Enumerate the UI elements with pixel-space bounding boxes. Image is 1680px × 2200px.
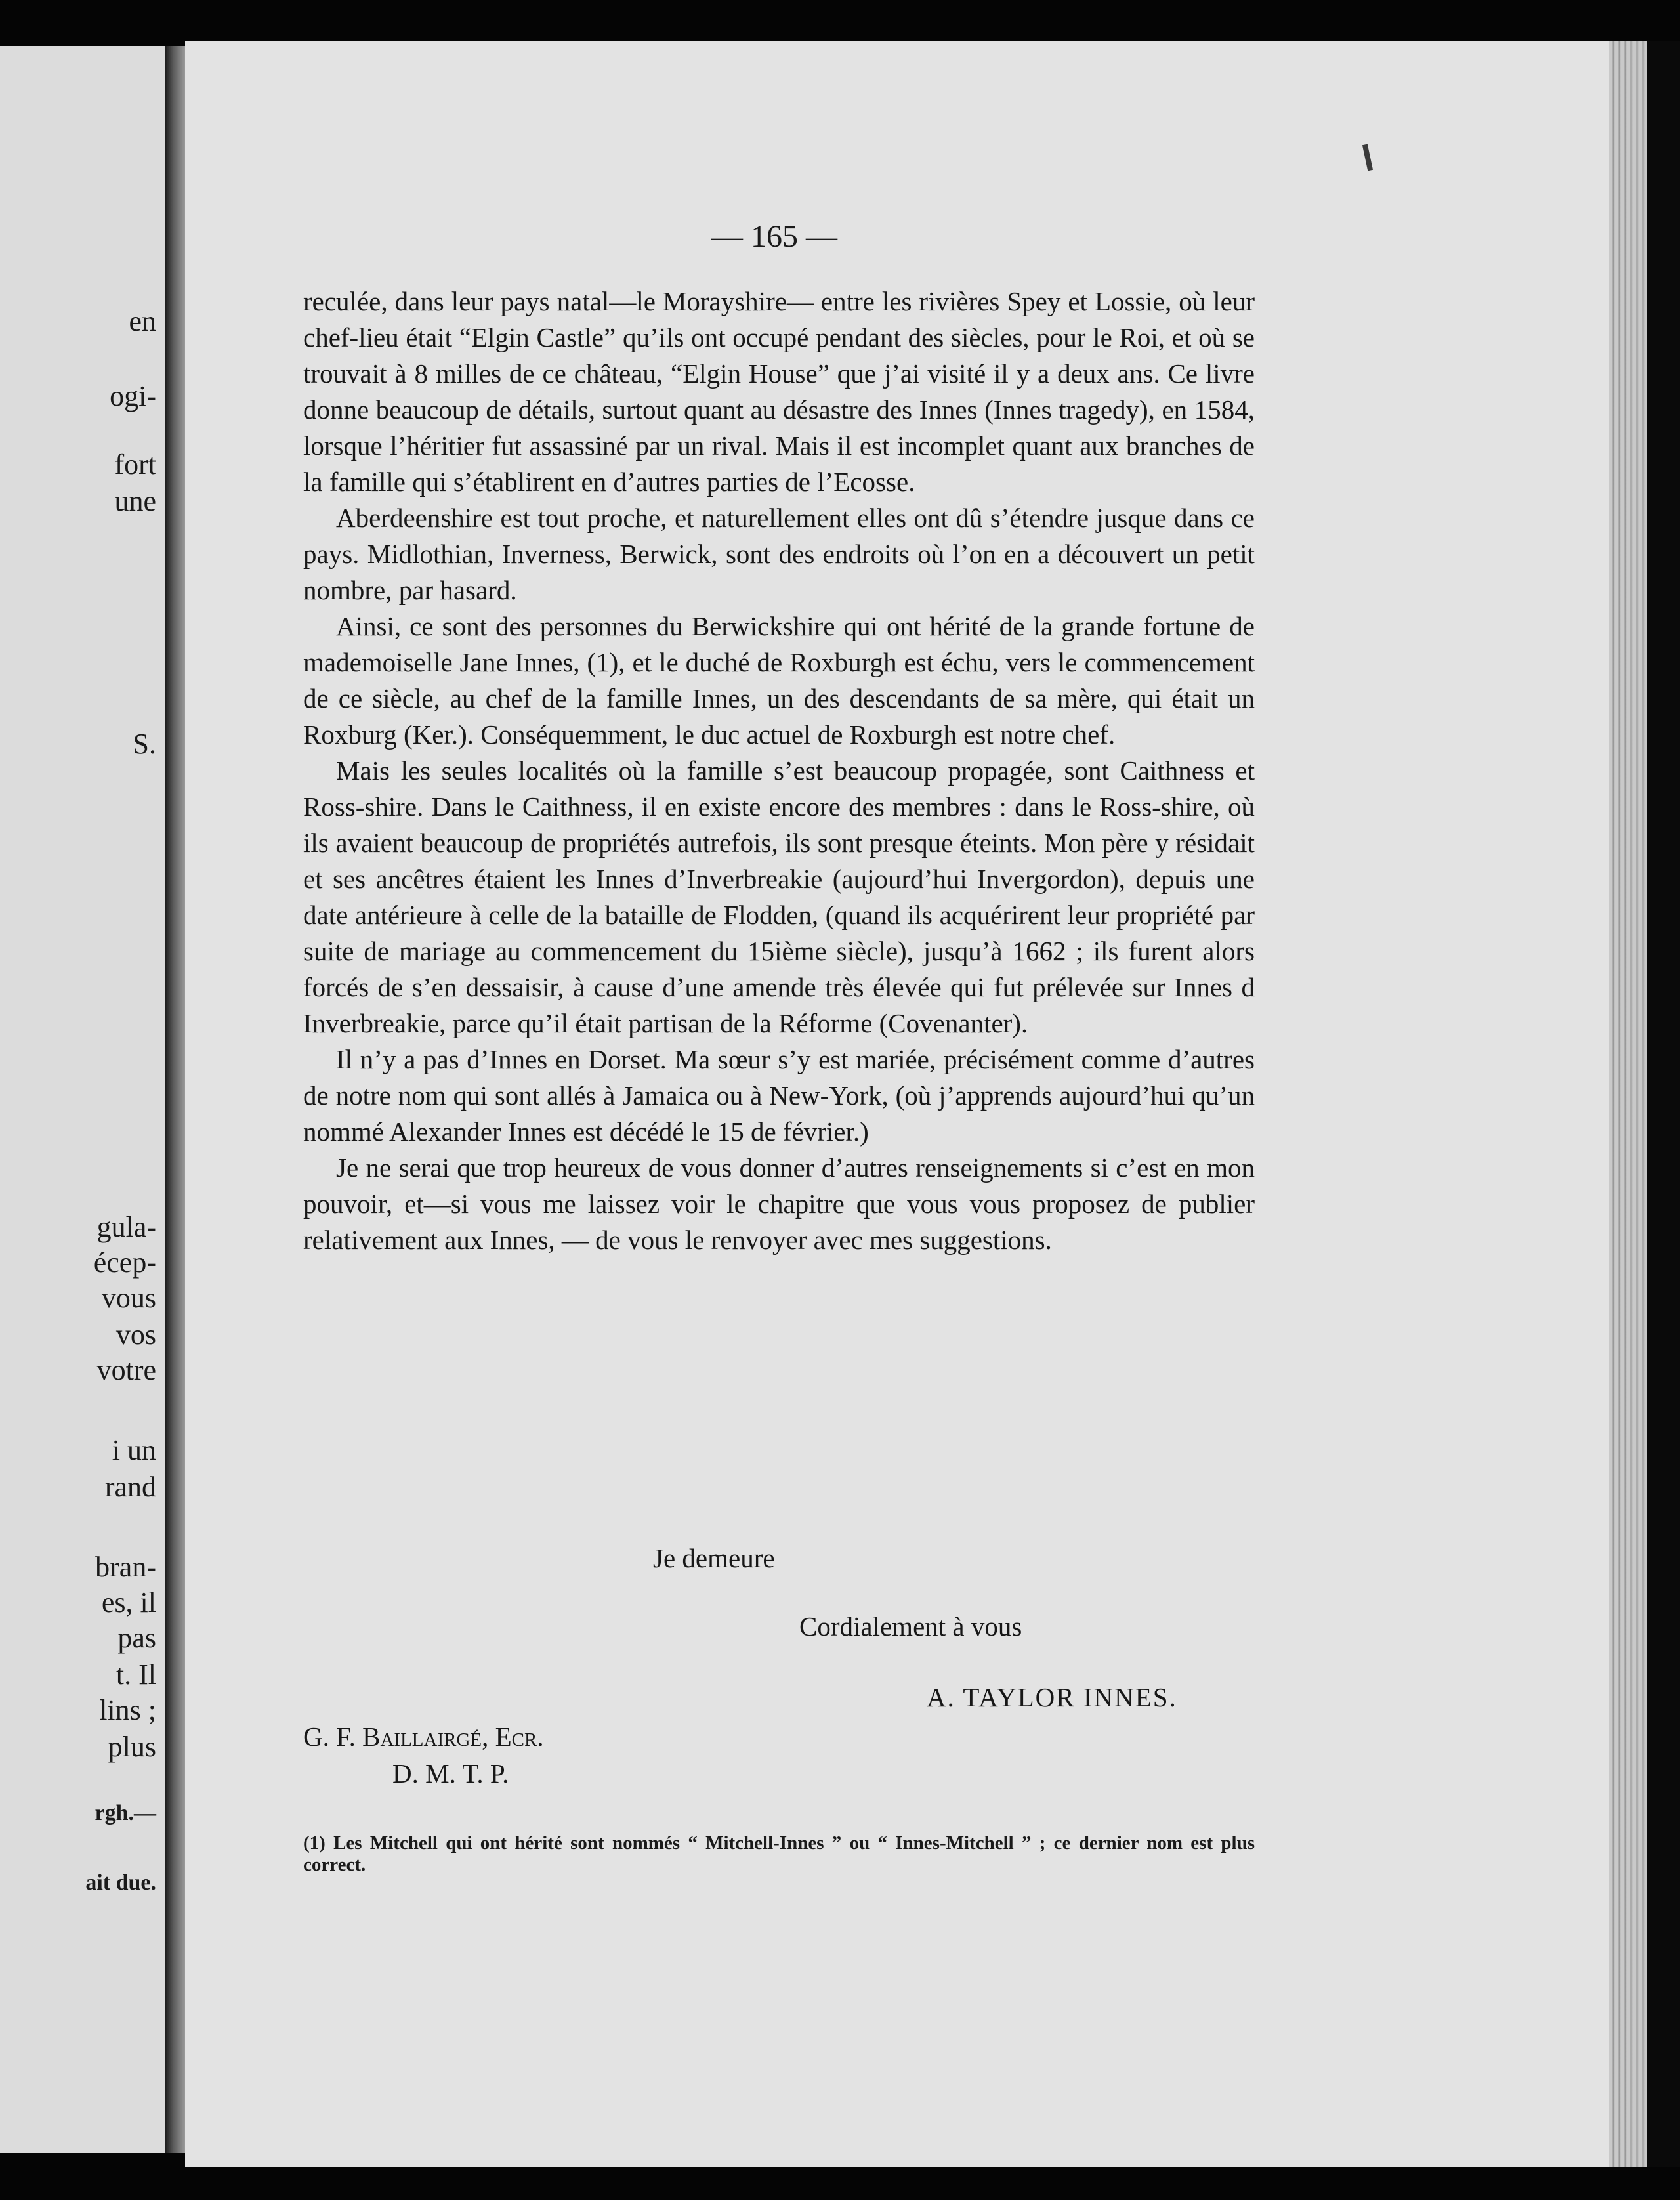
left-page-fragment: pas xyxy=(117,1622,156,1654)
book-gutter xyxy=(165,46,185,2153)
left-page-fragment: vos xyxy=(116,1319,156,1351)
letter-body xyxy=(303,284,1255,1258)
left-page-fragment: es, il xyxy=(101,1586,156,1618)
page-number: — 165 — xyxy=(711,219,837,254)
left-page-fragment: i un xyxy=(112,1434,156,1466)
left-page-fragment: lins ; xyxy=(99,1694,156,1726)
left-page-fragment: bran- xyxy=(95,1551,156,1583)
left-page-fragment: ait due. xyxy=(85,1871,156,1895)
page-edge-stack xyxy=(1609,41,1647,2167)
left-page-fragment: plus xyxy=(108,1731,156,1763)
left-page-fragment: rand xyxy=(104,1471,156,1503)
left-page-fragment: fort xyxy=(114,448,156,480)
left-page-fragment: écep- xyxy=(93,1246,156,1279)
paragraph: reculée, dans leur pays natal—le Morayshire— entre les rivières Spey et Lossie, où leur chef-lieu était “Elgin Castle” qu’ils ont occupé pendant des siècles, pour le Roi, et où se trouvait à 8 milles de ce château, “Elgin House” que j’ai visité il y a deux ans. Ce livre donne beaucoup de détails, surtout quant au désastre des Innes (Innes tragedy), en 1584, lorsque l’héritier fut assassiné par un rival. Mais il est incomplet quant aux branches de la famille qui s’établirent en d’autres parties de l’Ecosse. xyxy=(303,286,1255,497)
closing-line: Je demeure xyxy=(653,1543,775,1573)
left-page-fragment: S. xyxy=(133,728,156,760)
left-page-fragment: vous xyxy=(101,1282,156,1314)
paragraph: Je ne serai que trop heureux de vous donner d’autres renseignements si c’est en mon pouvoir, et—si vous me laissez voir le chapitre que vous vous proposez de publier relativement aux Innes, — de vous le renvoyer avec mes suggestions. xyxy=(303,1153,1255,1255)
left-page-fragment: rgh.— xyxy=(94,1801,156,1825)
left-page-fragment: t. Il xyxy=(116,1659,156,1691)
page-edge-shadow xyxy=(1647,41,1680,2167)
addressee-title: D. M. T. P. xyxy=(392,1758,509,1788)
closing-salutation: Cordialement à vous xyxy=(799,1611,1022,1641)
left-page-fragment: votre xyxy=(96,1354,156,1386)
paragraph: Il n’y a pas d’Innes en Dorset. Ma sœur s’y est mariée, précisément comme d’autres de notre nom qui sont allés à Jamaica ou à New-York, (où j’apprends aujourd’hui qu’un nommé Alexander Innes est décédé le 15 de février.) xyxy=(303,1044,1255,1147)
paragraph: Ainsi, ce sont des personnes du Berwickshire qui ont hérité de la grande fortune de mademoiselle Jane Innes, (1), et le duché de Roxburgh est échu, vers le commencement de ce siècle, au chef de la famille Innes, un des descendants de sa mère, qui était un Roxburg (Ker.). Conséquemment, le duc actuel de Roxburgh est notre chef. xyxy=(303,611,1255,750)
paragraph: Aberdeenshire est tout proche, et naturellement elles ont dû s’étendre jusque dans ce pays. Midlothian, Inverness, Berwick, sont des endroits où l’on en a découvert un petit nombre, par hasard. xyxy=(303,503,1255,605)
left-page-fragment: en xyxy=(129,305,156,337)
left-page-fragment: gula- xyxy=(96,1211,156,1243)
footnote: (1) Les Mitchell qui ont hérité sont nommés “ Mitchell-Innes ” ou “ Innes-Mitchell ” ; ce dernier nom est plus correct. xyxy=(303,1832,1255,1875)
left-page-fragment: ogi- xyxy=(110,380,156,412)
paragraph: Mais les seules localités où la famille s’est beaucoup propagée, sont Caithness et Ross-shire. Dans le Caithness, il en existe encore des membres : dans le Ross-shire, où ils avaient beaucoup de propriétés autrefois, ils sont presque éteints. Mon père y résidait et ses ancêtres étaient les Innes d’Inverbreakie (aujourd’hui Invergordon), depuis une date antérieure à celle de la bataille de Flodden, (quand ils acquérirent leur propriété par suite de mariage au commencement du 15ième siècle), jusqu’à 1662 ; ils furent alors forcés de s’en dessaisir, à cause d’une amende très élevée qui fut prélevée sur Innes d Inverbreakie, parce qu’il était partisan de la Réforme (Covenanter). xyxy=(303,755,1255,1038)
signature: A. TAYLOR INNES. xyxy=(927,1682,1177,1712)
left-facing-page xyxy=(0,46,165,2153)
left-page-fragment: une xyxy=(114,485,156,517)
addressee-name: G. F. Baillairgé, Ecr. xyxy=(303,1722,544,1752)
